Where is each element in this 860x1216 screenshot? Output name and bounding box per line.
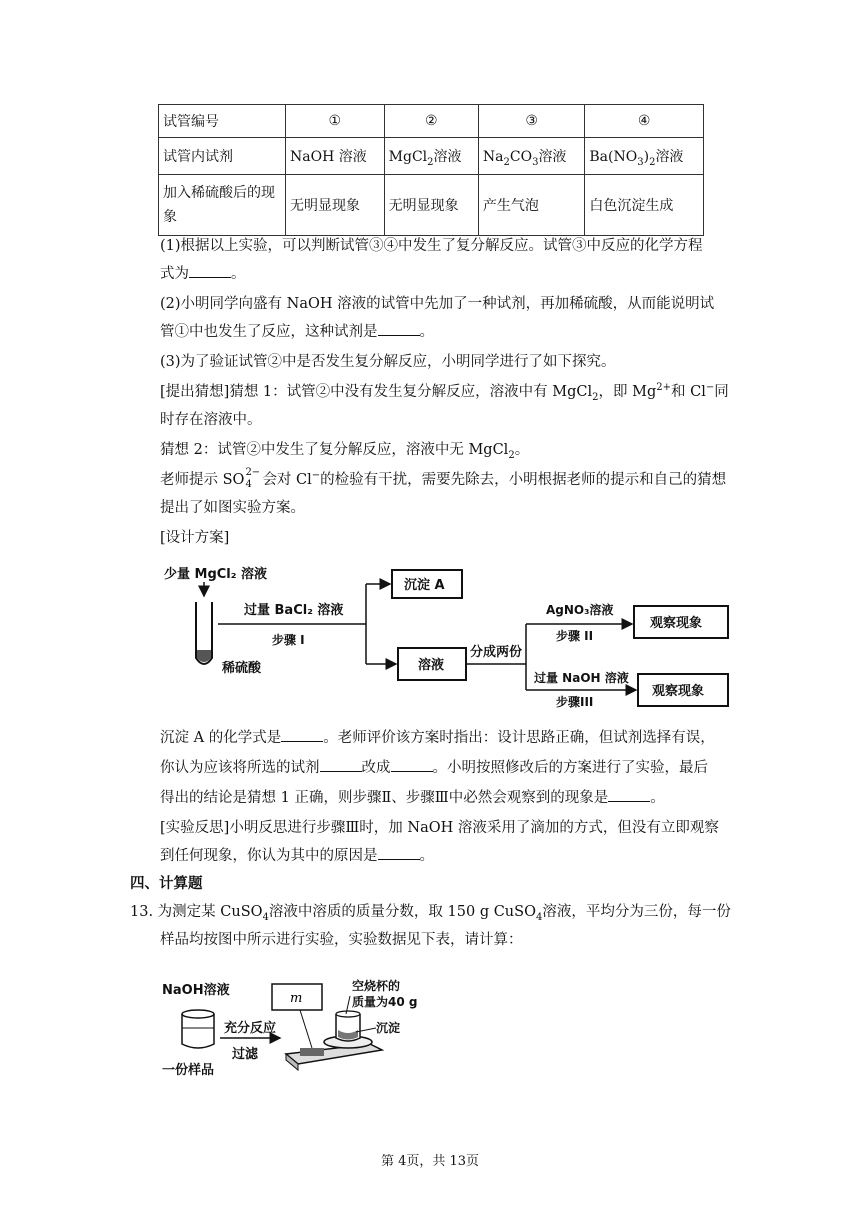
text: 式为 xyxy=(160,266,189,282)
text: 溶液中溶质的质量分数，取 150 g CuSO xyxy=(268,904,536,920)
sulfate-charge xyxy=(244,467,262,490)
table-cell: ② xyxy=(384,105,478,138)
reflection-line2 xyxy=(160,846,434,866)
text: [提出猜想]猜想 1：试管②中没有发生复分解反应，溶液中有 MgCl xyxy=(160,384,593,400)
answer-blank xyxy=(378,847,420,860)
filter-label: 过滤 xyxy=(232,1047,259,1062)
table-cell: 无明显现象 xyxy=(286,175,385,236)
table-row xyxy=(159,105,704,138)
subscript: 2 xyxy=(649,156,656,168)
table-row xyxy=(159,175,704,236)
mass-label: m xyxy=(290,991,303,1006)
text: 。小明按照修改后的方案进行了实验，最后 xyxy=(432,760,708,776)
experiment-table xyxy=(158,104,704,236)
beaker-label: 质量为40 g xyxy=(352,995,418,1009)
text: MgCl xyxy=(388,149,428,165)
analysis-line2 xyxy=(160,758,708,778)
table-cell: 无明显现象 xyxy=(384,175,478,236)
sample-label: 一份样品 xyxy=(162,1063,215,1078)
subscript: 3 xyxy=(532,156,539,168)
text: 。 xyxy=(419,848,434,864)
table-cell xyxy=(585,138,704,175)
text: 。老师评价该方案时指出：设计思路正确，但试剂选择有误， xyxy=(323,730,715,746)
text: 改成 xyxy=(361,760,391,776)
guess1-line1 xyxy=(160,382,729,402)
text: 。 xyxy=(231,266,246,282)
text: CO xyxy=(509,149,533,165)
subscript: 2 xyxy=(592,391,599,403)
page-footer: 第 4页，共 13页 xyxy=(380,1154,480,1169)
subscript: 3 xyxy=(637,156,644,168)
q13-line2: 样品均按图中所示进行实验，实验数据见下表，请计算： xyxy=(160,932,523,948)
text: 管①中也发生了反应，这种试剂是 xyxy=(160,324,378,340)
text: 溶液 xyxy=(538,149,567,165)
flow-top-label: 少量 MgCl₂ 溶液 xyxy=(164,567,267,582)
subscript: 2 xyxy=(427,156,434,168)
superscript: − xyxy=(311,470,321,482)
pointer-line xyxy=(300,1010,312,1048)
agno3-label: AgNO₃溶液 xyxy=(546,603,614,617)
text: 会对 Cl xyxy=(262,472,312,488)
guess1-line2: 时存在溶液中。 xyxy=(160,412,262,428)
text: 溶液，平均分为三份，每一份 xyxy=(542,904,731,920)
subscript: 4 xyxy=(262,911,269,923)
text: 猜想 2：试管②中发生了复分解反应，溶液中无 MgCl xyxy=(160,442,509,458)
table-cell: 白色沉淀生成 xyxy=(585,175,704,236)
liquid-icon xyxy=(197,650,211,662)
hint-line2: 提出了如图实验方案。 xyxy=(160,500,305,516)
q13-line1 xyxy=(130,902,731,922)
flow-step3-label: 步骤III xyxy=(556,695,594,709)
text: 老师提示 SO xyxy=(160,472,245,488)
table-cell: 试管内试剂 xyxy=(159,138,286,175)
superscript: 2− xyxy=(245,467,261,478)
beaker-icon xyxy=(182,1014,214,1048)
solution-label: 溶液 xyxy=(418,658,445,673)
text: 的检验有干扰，需要先除去，小明根据老师的提示和自己的猜想 xyxy=(320,472,727,488)
flow-step2-label: 步骤 II xyxy=(556,629,594,643)
text: 到任何现象，你认为其中的原因是 xyxy=(160,848,378,864)
analysis-line1 xyxy=(160,728,715,748)
q1-line2 xyxy=(160,264,246,284)
beaker-label: 空烧杯的 xyxy=(352,979,401,993)
hint-line1 xyxy=(160,467,727,490)
precipitate-label: 沉淀 A xyxy=(404,578,445,593)
naoh-label: NaOH溶液 xyxy=(162,983,230,998)
guess2-line xyxy=(160,440,529,460)
text: ) xyxy=(643,149,650,165)
flow-reagent-label: 过量 BaCl₂ 溶液 xyxy=(244,603,344,618)
text: 和 Cl xyxy=(671,384,706,400)
table-cell: ④ xyxy=(585,105,704,138)
subscript: 2 xyxy=(503,156,510,168)
text: 沉淀 A 的化学式是 xyxy=(160,730,282,746)
experiment-flow-diagram xyxy=(160,558,734,710)
q3-line1: (3)为了验证试管②中是否发生复分解反应，小明同学进行了如下探究。 xyxy=(160,354,616,370)
subscript: 4 xyxy=(535,911,543,923)
table-cell: NaOH 溶液 xyxy=(286,138,385,175)
table-cell: 产生气泡 xyxy=(478,175,585,236)
text: 。 xyxy=(650,790,665,806)
section-heading: 四、计算题 xyxy=(130,875,203,892)
answer-blank xyxy=(608,789,650,802)
table-cell: ③ xyxy=(478,105,585,138)
observe-label: 观察现象 xyxy=(652,684,705,699)
reflection-line1: [实验反思]小明反思进行步骤Ⅲ时，加 NaOH 溶液采用了滴加的方式，但没有立即观察 xyxy=(160,820,719,836)
table-cell: ① xyxy=(286,105,385,138)
balance-display-icon xyxy=(300,1048,324,1056)
text: 溶液 xyxy=(655,149,684,165)
table-cell xyxy=(478,138,585,175)
split-label: 分成两份 xyxy=(470,645,523,660)
q1-line1: (1)根据以上实验，可以判断试管③④中发生了复分解反应。试管③中反应的化学方程 xyxy=(160,238,703,254)
precipitate-label: 沉淀 xyxy=(376,1021,401,1035)
answer-blank xyxy=(320,759,362,772)
naoh-label: 过量 NaOH 溶液 xyxy=(534,671,629,685)
apparatus-diagram xyxy=(160,974,460,1084)
text: 同 xyxy=(714,384,729,400)
answer-blank xyxy=(189,265,231,278)
answer-blank xyxy=(391,759,433,772)
table-cell: 试管编号 xyxy=(159,105,286,138)
text: Na xyxy=(482,149,504,165)
q2-line1: (2)小明同学向盛有 NaOH 溶液的试管中先加了一种试剂，再加稀硫酸，从而能说明试 xyxy=(160,296,715,312)
observe-label: 观察现象 xyxy=(650,616,703,631)
superscript: − xyxy=(705,382,715,394)
flow-bottom-label: 稀硫酸 xyxy=(222,661,262,676)
react-label: 充分反应 xyxy=(224,1021,277,1036)
superscript: 2+ xyxy=(656,382,671,394)
table-cell: 加入稀硫酸后的现象 xyxy=(159,175,286,236)
subscript: 4 xyxy=(245,479,252,490)
design-heading: [设计方案] xyxy=(160,530,230,546)
table-row xyxy=(159,138,704,175)
table-cell xyxy=(384,138,478,175)
answer-blank xyxy=(378,323,420,336)
text: 。 xyxy=(419,324,434,340)
question-number: 13. xyxy=(130,904,154,920)
analysis-line3 xyxy=(160,788,665,808)
flow-step1-label: 步骤 I xyxy=(272,633,305,647)
beaker-icon xyxy=(182,1010,214,1018)
text: 你认为应该将所选的试剂 xyxy=(160,760,320,776)
q2-line2 xyxy=(160,322,434,342)
subscript: 2 xyxy=(508,449,515,461)
text: ，即 Mg xyxy=(598,384,657,400)
answer-blank xyxy=(281,729,323,742)
text: 为测定某 CuSO xyxy=(157,904,263,920)
text: 溶液 xyxy=(433,149,462,165)
text: Ba(NO xyxy=(589,149,638,165)
text: 。 xyxy=(514,442,530,458)
text: 得出的结论是猜想 1 正确，则步骤Ⅱ、步骤Ⅲ中必然会观察到的现象是 xyxy=(160,790,609,806)
